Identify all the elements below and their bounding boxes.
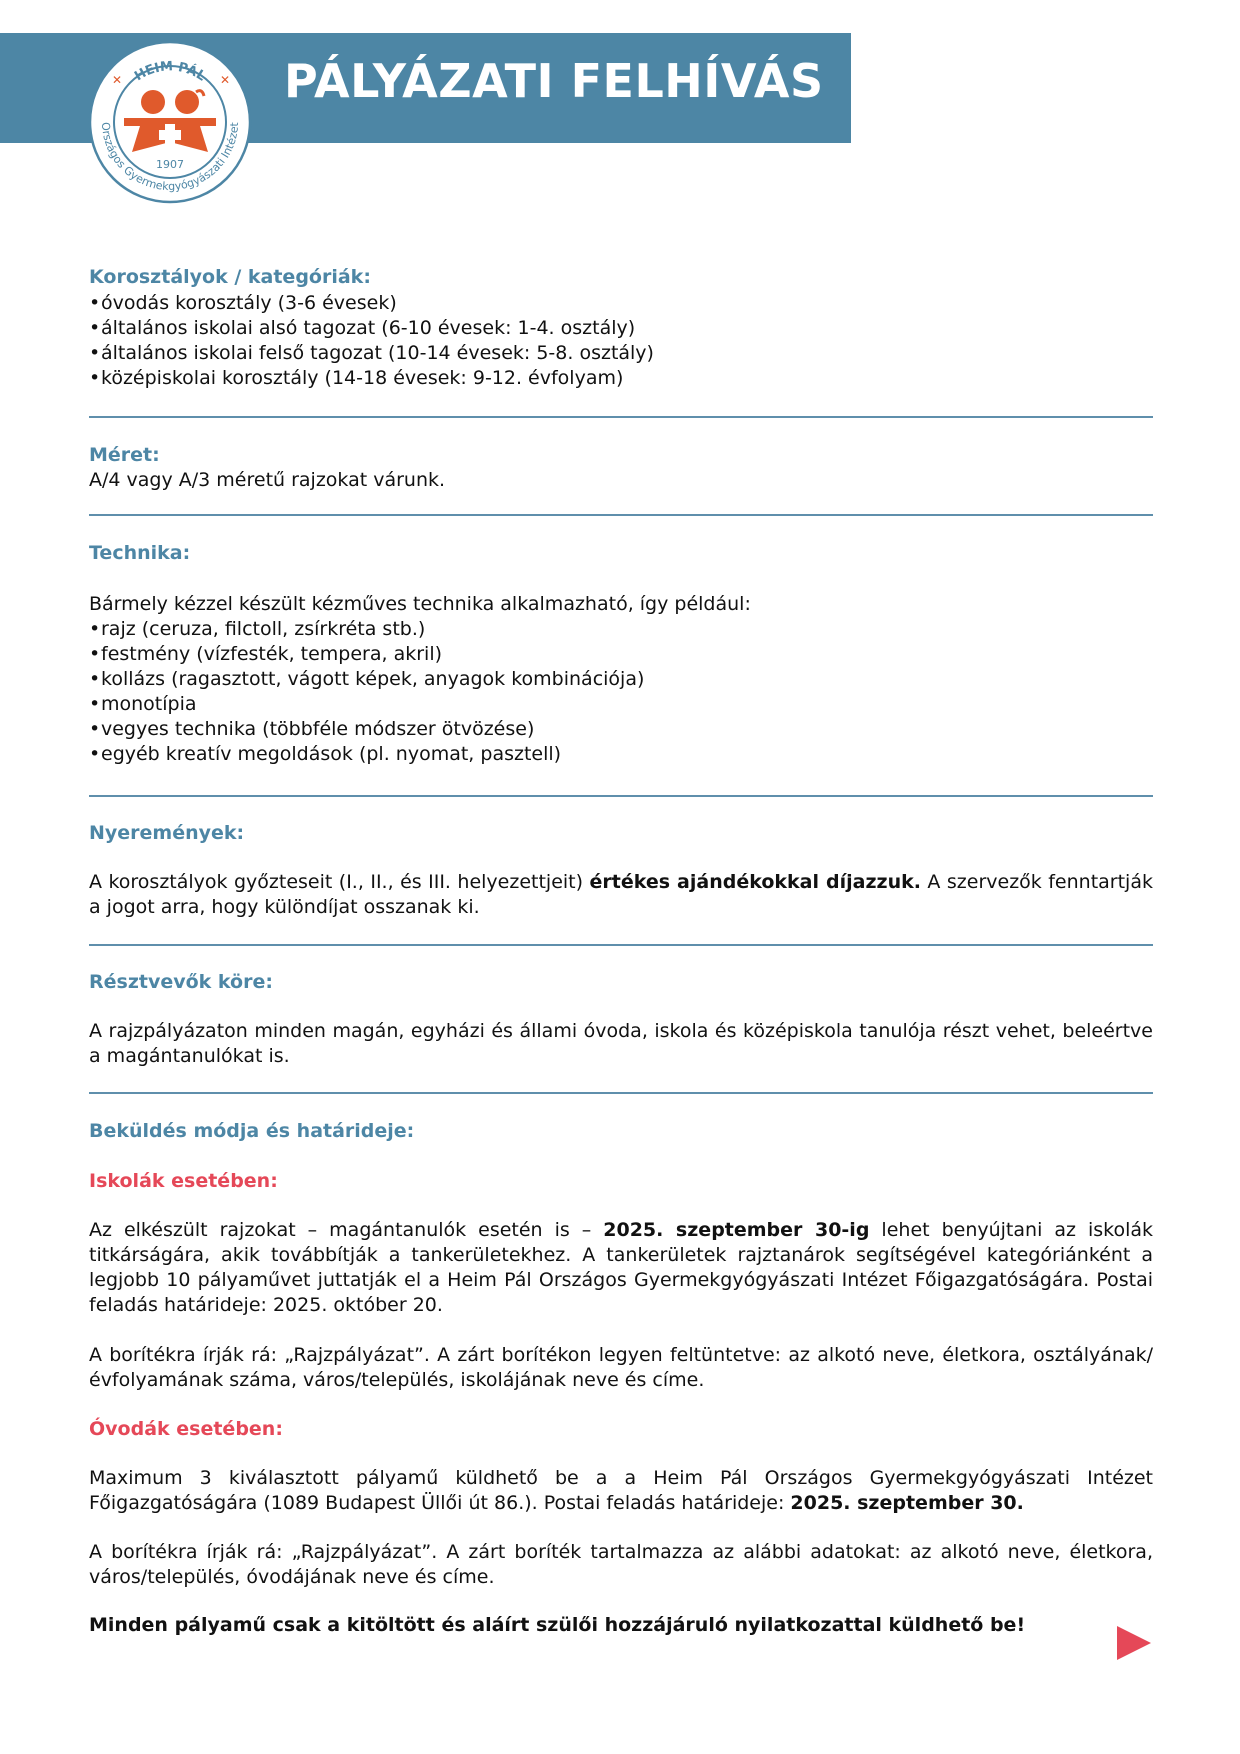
list-item: • egyéb kreatív megoldások (pl. nyomat, pasztell) xyxy=(89,742,561,767)
kindergartens-paragraph-1 xyxy=(89,1466,1153,1516)
svg-text:✕: ✕ xyxy=(112,73,123,87)
participants-text: A rajzpályázaton minden magán, egyházi és állami óvoda, iskola és középiskola tanulója részt vehet, beleértve a magántanulókat is. xyxy=(89,1020,1153,1067)
section-heading-size: Méret: xyxy=(89,444,160,466)
schools-paragraph-1 xyxy=(89,1218,1153,1318)
kindergartens-p1-start: Maximum 3 kiválasztott pályamű küldhető be a a Heim Pál Országos Gyermekgyógyászati Intézet Főigazgatóságára (1089 Budapest Üllői út 86.). Postai feladás határideje: xyxy=(89,1467,1153,1514)
logo-year: 1907 xyxy=(156,158,184,171)
section-divider xyxy=(89,944,1153,946)
list-item: • rajz (ceruza, filctoll, zsírkréta stb.) xyxy=(89,617,425,642)
section-divider xyxy=(89,1092,1153,1094)
list-item: • kollázs (ragasztott, vágott képek, anyagok kombinációja) xyxy=(89,667,644,692)
section-heading-participants: Résztvevők köre: xyxy=(89,971,273,993)
prizes-text-bold: értékes ajándékokkal díjazzuk. xyxy=(589,871,921,893)
heim-pal-logo xyxy=(88,40,252,204)
section-heading-submission: Beküldés módja és határideje: xyxy=(89,1120,415,1142)
subheading-kindergartens: Óvodák esetében: xyxy=(89,1418,283,1440)
list-item: • vegyes technika (többféle módszer ötvözése) xyxy=(89,717,534,742)
schools-paragraph-2: A borítékra írják rá: „Rajzpályázat”. A zárt borítékon legyen feltüntetve: az alkotó neve, életkora, osztályának/évfolyamának száma, város/település, iskolájának neve és címe. xyxy=(89,1344,1153,1391)
subheading-schools: Iskolák esetében: xyxy=(89,1170,278,1192)
list-item: • általános iskolai alsó tagozat (6-10 évesek: 1-4. osztály) xyxy=(89,316,635,341)
list-item: • festmény (vízfesték, tempera, akril) xyxy=(89,642,442,667)
kindergartens-deadline: 2025. szeptember 30. xyxy=(790,1492,1024,1514)
section-heading-categories: Korosztályok / kategóriák: xyxy=(89,266,371,288)
list-item: • általános iskolai felső tagozat (10-14 évesek: 5-8. osztály) xyxy=(89,341,654,366)
final-note: Minden pályamű csak a kitöltött és aláírt szülői hozzájáruló nyilatkozattal küldhető be! xyxy=(89,1614,1026,1636)
play-triangle-icon[interactable] xyxy=(1117,1626,1151,1660)
section-divider xyxy=(89,514,1153,516)
prizes-text xyxy=(89,870,1153,920)
size-text: A/4 vagy A/3 méretű rajzokat várunk. xyxy=(89,469,446,491)
technique-intro: Bármely kézzel készült kézműves technika alkalmazható, így például: xyxy=(89,593,751,615)
section-heading-technique: Technika: xyxy=(89,542,191,564)
list-item: • középiskolai korosztály (14-18 évesek: 9-12. évfolyam) xyxy=(89,366,623,391)
schools-p1-end: lehet benyújtani az iskolák titkárságára, akik továbbítják a tankerületekhez. A tankerületek rajztanárok segítségével kategóriánként a legjobb 10 pályaművet juttatják el a Heim Pál Országos Gyermekgyógyászati Intézet Főigazgatóságára. Postai feladás határideje: 2025. október 20. xyxy=(89,1219,1154,1316)
logo-top-text: HEIM PÁL xyxy=(132,59,209,85)
prizes-text-end: A szervezők fenntartják a jogot arra, hogy különdíjat osszanak ki. xyxy=(89,871,1153,918)
list-item: • monotípia xyxy=(89,692,197,717)
schools-deadline: 2025. szeptember 30-ig xyxy=(603,1219,870,1241)
schools-p1-start: Az elkészült rajzokat – magántanulók esetén is – xyxy=(89,1219,604,1241)
prizes-text-start: A korosztályok győzteseit (I., II., és III. helyezettjeit) xyxy=(89,871,590,893)
section-divider xyxy=(89,795,1153,797)
svg-text:✕: ✕ xyxy=(220,73,231,87)
page-title: PÁLYÁZATI FELHÍVÁS xyxy=(284,54,824,108)
list-item: • óvodás korosztály (3-6 évesek) xyxy=(89,291,397,316)
section-heading-prizes: Nyeremények: xyxy=(89,822,245,844)
logo-ring-text: Országos Gyermekgyógyászati Intézet xyxy=(98,121,242,194)
section-divider xyxy=(89,416,1153,418)
kindergartens-paragraph-2: A borítékra írják rá: „Rajzpályázat”. A zárt boríték tartalmazza az alábbi adatokat: az alkotó neve, életkora, város/település, óvodájának neve és címe. xyxy=(89,1541,1153,1588)
